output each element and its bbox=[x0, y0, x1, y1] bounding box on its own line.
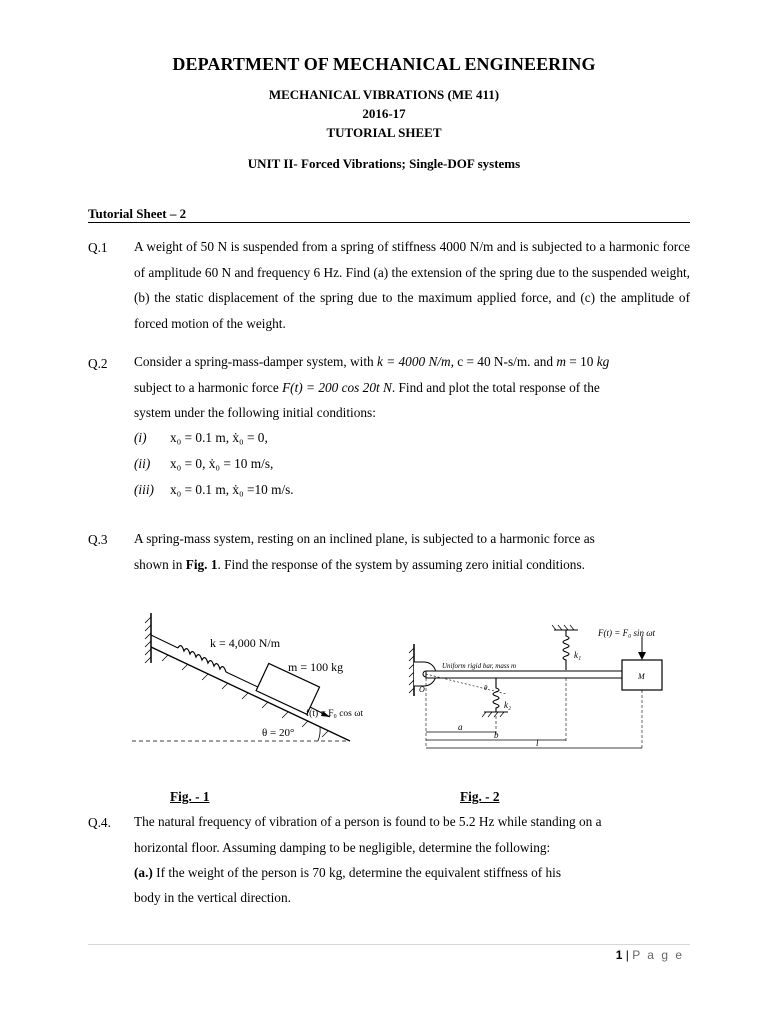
q1-text: A weight of 50 N is suspended from a spring of stiffness 4000 N/m and is subjected to a harmonic force of amplitude 60 N and frequency 6 Hz. Find (a) the extension of the spring due to the suspended weight, (b) the static displacement of the spring due to the maximum applied force, and (c) the amplitude of forced motion of the weight. bbox=[134, 239, 690, 331]
unit-title: UNIT II- Forced Vibrations; Single-DOF systems bbox=[247, 156, 521, 171]
fig1-k-label: k = 4,000 N/m bbox=[210, 636, 281, 650]
q4-text: The natural frequency of vibration of a person is found to be 5.2 Hz while standing on a horizontal floor. Assuming damping to be negligible, determine the following: (a.) If the weight of the person is 70 kg, determine the equivalent stiffness of his bbox=[134, 814, 602, 880]
fig1-m-label: m = 100 kg bbox=[288, 660, 344, 674]
q4-part-a-continuation: body in the vertical direction. bbox=[134, 890, 291, 905]
q2-option: (ii) x₀ = 0, ẋ₀ = 10 m/s, bbox=[134, 456, 274, 471]
q2-option: (iii) x₀ = 0.1 m, ẋ₀ =10 m/s. bbox=[134, 482, 294, 497]
q4-number: Q.4. bbox=[88, 815, 111, 830]
fig2-theta-label: θ bbox=[484, 684, 488, 692]
department-title: DEPARTMENT OF MECHANICAL ENGINEERING bbox=[172, 54, 596, 74]
page-number: 1 bbox=[615, 948, 623, 962]
section-divider bbox=[88, 222, 690, 223]
q2-text: Consider a spring-mass-damper system, with k = 4000 N/m, c = 40 N-s/m. and m = 10 kg subject to a harmonic force F(t) = 200 cos 20t N. Find and plot the total response of the system under the following initial conditions: bbox=[134, 354, 610, 420]
fig2-b-label: b bbox=[494, 730, 499, 740]
fig1-angle-label: θ = 20° bbox=[262, 727, 295, 739]
sheet-type: TUTORIAL SHEET bbox=[326, 125, 442, 140]
q2-number: Q.2 bbox=[88, 356, 108, 371]
fig2-a-label: a bbox=[458, 722, 463, 732]
figure-1-caption: Fig. - 1 bbox=[170, 789, 210, 804]
section-title: Tutorial Sheet – 2 bbox=[88, 206, 187, 221]
figure-2-rigid-bar-system bbox=[406, 616, 684, 752]
figure-2-caption: Fig. - 2 bbox=[460, 789, 500, 804]
fig2-mass-label: M bbox=[638, 672, 645, 681]
fig2-l-label: l bbox=[536, 738, 539, 748]
footer-divider bbox=[88, 944, 690, 945]
fig2-pivot-label: O bbox=[419, 685, 425, 694]
q2-option: (i) x₀ = 0.1 m, ẋ₀ = 0, bbox=[134, 430, 268, 445]
course-title: MECHANICAL VIBRATIONS (ME 411) bbox=[268, 87, 500, 102]
fig2-k2-label: k₂ bbox=[504, 700, 512, 710]
fig2-k1-label: k₁ bbox=[574, 650, 582, 660]
fig2-bar-label: Uniform rigid bar, mass m bbox=[442, 662, 517, 670]
page-footer: 1 | P a g e bbox=[615, 948, 684, 962]
fig2-force-label: F(t) = F₀ sin ωt bbox=[598, 628, 656, 638]
fig1-force-label: f(t) = F₀ cos ωt bbox=[306, 709, 364, 719]
page-word: P a g e bbox=[632, 948, 684, 962]
q1-number: Q.1 bbox=[88, 240, 108, 255]
figure-1-inclined-spring-mass bbox=[128, 603, 364, 745]
q3-number: Q.3 bbox=[88, 532, 108, 547]
q3-text: A spring-mass system, resting on an inclined plane, is subjected to a harmonic force as shown in Fig. 1. Find the response of the system by assuming zero initial conditions. bbox=[134, 531, 595, 572]
academic-year: 2016-17 bbox=[362, 106, 406, 121]
